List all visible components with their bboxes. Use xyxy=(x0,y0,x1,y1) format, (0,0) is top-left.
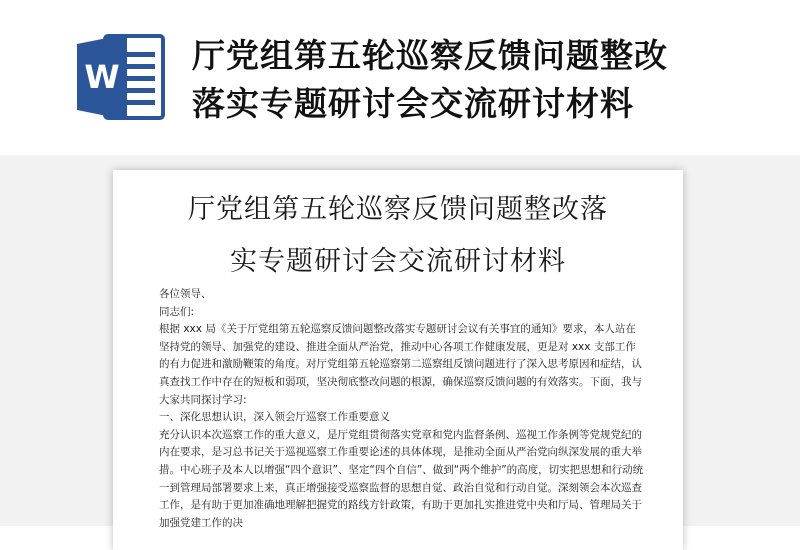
document-page xyxy=(113,170,683,550)
salutation-line2: 同志们: xyxy=(159,305,195,318)
header-banner xyxy=(0,0,800,160)
body-paragraph-2: 充分认识本次巡察工作的重大意义，是厅党组贯彻落实党章和党内监督条例、巡视工作条例等党规党纪的内在要求，是习总书记关于巡视巡察工作重要论述的具体体现，是推动全面从严治党向纵深发展的重大举措。中心班子及本人以增强“四个意识”、坚定“四个自信”、做到“两个维护”的高度，切实把思想和行动统一到管理局部署要求上来，真正增强接受巡察监督的思想自觉、政治自觉和行动自觉。深刻领会本次巡查工作，是有助于更加准确地理解把握党的路线方针政策，有助于更加扎实推进党中央和厅局、管理局关于加强党建工作的决 xyxy=(159,428,644,529)
word-document-icon xyxy=(75,30,167,124)
document-title-line2: 实专题研讨会交流研讨材料 xyxy=(230,246,566,277)
document-body xyxy=(159,286,645,532)
header-title xyxy=(192,32,752,128)
salutation-line1: 各位领导、 xyxy=(159,288,212,300)
header-title-line1: 厅党组第五轮巡察反馈问题整改 xyxy=(192,36,668,75)
header-title-line2: 落实专题研讨会交流研讨材料 xyxy=(192,84,634,123)
document-title xyxy=(143,184,653,288)
section-heading-1: 一、深化思想认识，深入领会厅巡察工作重要意义 xyxy=(159,411,390,424)
document-title-line1: 厅党组第五轮巡察反馈问题整改落 xyxy=(188,194,608,225)
svg-text:W: W xyxy=(84,58,120,96)
body-paragraph-1: 根据 xxx 局《关于厅党组第五轮巡察反馈问题整改落实专题研讨会议有关事宜的通知》要求，本人站在坚持党的领导、加强党的建设、推进全面从严治党，推动中心各项工作健康发展，更是对 xxx 支部工作的有力促进和激励鞭策的角度。对厅党组第五轮巡察第二巡察组反馈问题进行了深入思考原因和症结，认真查找工作中存在的短板和弱项，坚决彻底整改问题的根源，确保巡察反馈问题的有效落实。下面，我与大家共同探讨学习: xyxy=(159,323,642,406)
